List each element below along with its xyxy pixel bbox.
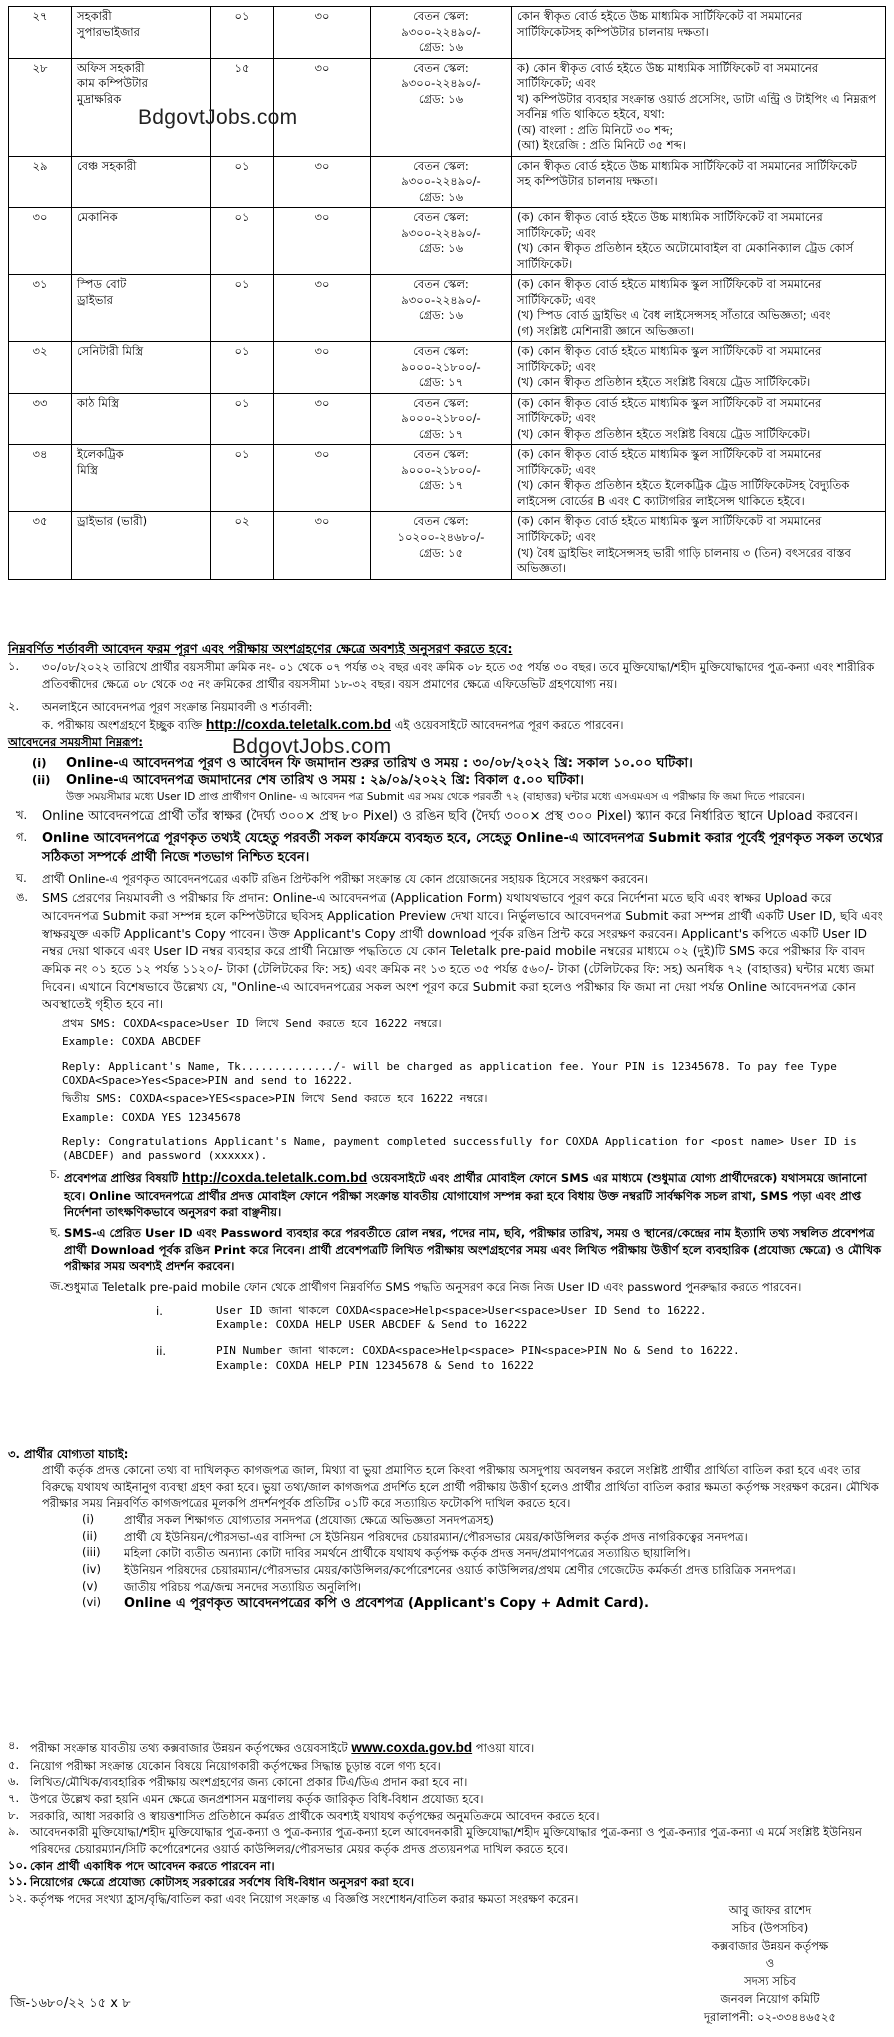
qualification-cell-line: সার্টিফিকেট; এবং [517, 76, 596, 91]
conditions-section [8, 641, 886, 750]
pay-scale-cell-line: ১০২০০-২৪৬৮০/- [397, 529, 485, 544]
admit-link[interactable]: http://coxda.teletalk.com.bd [182, 1169, 368, 1186]
rule-12: কর্তৃপক্ষ পদের সংখ্যা হ্রাস/বৃদ্ধি/বাতিল করা এবং নিয়োগ সংক্রান্ত এ বিজ্ঞপ্তি সংশোধন/বাতিল করার ক্ষমতা সংরক্ষণ করেন। [30, 1891, 579, 1906]
rule-10: কোন প্রার্থী একাধিক পদে আবেদন করতে পারবেন না। [30, 1858, 275, 1873]
qualification-cell-line: (খ) স্পিড বোর্ড ড্রাইভিং এ বৈধ লাইসেন্সসহ সাঁতারে অভিজ্ঞতা; এবং [517, 308, 831, 323]
age-limit-cell: ৩০ [274, 393, 371, 445]
pay-scale-cell-line: বেতন স্কেল: [413, 447, 469, 462]
serial-cell: ২৯ [9, 156, 72, 208]
qualification-cell [512, 7, 886, 59]
rule-6: লিখিত/মৌখিক/ব্যবহারিক পরীক্ষায় অংশগ্রহণের জন্য কোনো প্রকার টিএ/ডিএ প্রদান করা হবে না। [30, 1775, 468, 1790]
signatory-organization: কক্সবাজার উন্নয়ন কর্তৃপক্ষ [711, 1938, 829, 1953]
pay-scale-cell [371, 342, 512, 394]
general-rules [8, 1738, 886, 1908]
deadline-heading: আবেদনের সময়সীমা নিম্নরূপ: [8, 735, 143, 750]
pay-scale-cell-line: গ্রেড: ১৬ [418, 91, 464, 106]
pay-scale-cell-line: গ্রেড: ১৬ [418, 308, 464, 323]
table-row [9, 208, 886, 275]
recovery-1: User ID জানা থাকলে COXDA<space>Help<space>User<space>User ID Send to 16222. [216, 1303, 707, 1317]
qualification-cell-line: (খ) বৈধ ড্রাইভিং লাইসেন্সসহ ভারী গাড়ি চালনায় ৩ (তিন) বৎসরের বাস্তব [517, 545, 851, 560]
cond-1-number: ১. [8, 659, 20, 674]
deadline-start: Online-এ আবেদনপত্র পূরণ ও আবেদন ফি জমাদান শুরুর তারিখ ও সময় : ৩০/০৮/২০২২ খ্রি: সকাল ১০.০০ ঘটিকা। [66, 756, 693, 771]
qualification-cell-line: সার্টিফিকেট; এবং [517, 529, 596, 544]
qualification-cell-line: (খ) কোন স্বীকৃত প্রতিষ্ঠান হইতে সংশ্লিষ্ট বিষয়ে ট্রেড সার্টিফিকেট। [517, 426, 811, 441]
sms-2: দ্বিতীয় SMS: COXDA<space>YES<space>PIN লিখে Send করতে হবে 16222 নম্বরে। [62, 1092, 488, 1106]
pay-scale-cell-line: গ্রেড: ১৫ [418, 545, 464, 560]
deadline-end: Online-এ আবেদনপত্র জমাদানের শেষ তারিখ ও সময় : ২৯/০৯/২০২২ খ্রি: বিকাল ৫.০০ ঘটিকা। [66, 772, 584, 788]
serial-cell: ২৭ [9, 7, 72, 59]
qualification-cell-line: সার্টিফিকেট; এবং [517, 225, 596, 240]
pay-scale-cell-line: বেতন স্কেল: [413, 60, 469, 75]
pay-scale-cell [371, 58, 512, 156]
rule-4-number: ৪. [8, 1738, 20, 1752]
pay-scale-cell-line: ৯০০০-২১৮০০/- [401, 411, 481, 426]
post-count-cell: ০১ [211, 208, 274, 275]
list-item-text: প্রার্থী যে ইউনিয়ন/পৌরসভা-এর বাসিন্দা সে ইউনিয়ন পরিষদের চেয়ারম্যান/পৌরসভার মেয়র/কাউন্সিলর কর্তৃক প্রদত্ত নাগরিকত্বের সনদপত্র। [124, 1529, 748, 1544]
table-row [9, 275, 886, 342]
list-item-text: প্রার্থীর সকল শিক্ষাগত যোগ্যতার সনদপত্র (প্রযোজ্য ক্ষেত্রে অভিজ্ঞতা সনদপত্রসহ) [124, 1512, 494, 1527]
verification-documents [8, 1512, 886, 1614]
rule-6-number: ৬. [8, 1774, 20, 1789]
signatory-and: ও [765, 1956, 775, 1971]
list-item [82, 1545, 886, 1562]
serial-cell: ৩১ [9, 275, 72, 342]
pay-scale-cell-line: গ্রেড: ১৬ [418, 189, 464, 204]
list-item [82, 1579, 886, 1596]
rule-7: উপরে উল্লেখ করা হয়নি এমন ক্ষেত্রে জনপ্রশাসন মন্ত্রণালয় কর্তৃক জারিকৃত বিধি-বিধান প্রযোজ্য হবে। [30, 1791, 484, 1806]
posts-table [8, 6, 886, 580]
cond-ga: Online আবেদনপত্রে পূরণকৃত তথ্যই যেহেতু পরবর্তী সকল কার্যক্রমে ব্যবহৃত হবে, সেহেতু Online-এ আবেদনপত্র Submit করার পূর্বেই পূরণকৃত সকল তথ্যের সঠিকতা সম্পর্কে প্রার্থী নিজে শতভাগ নিশ্চিত হবেন। [42, 830, 883, 865]
pay-scale-cell-line: বেতন স্কেল: [413, 158, 469, 173]
table-row [9, 156, 886, 208]
rule-10-number: ১০. [8, 1857, 28, 1872]
rule-12-number: ১২. [8, 1890, 27, 1905]
verification-section [8, 1447, 886, 1614]
post-count-cell: ১৫ [211, 58, 274, 156]
list-item [82, 1529, 886, 1546]
age-limit-cell: ৩০ [274, 512, 371, 579]
cond-kha: Online আবেদনপত্রে প্রার্থী তাঁর স্বাক্ষর (দৈর্ঘ্য ৩০০× প্রস্থ ৮০ Pixel) ও রঙিন ছবি (দৈর্ঘ্য ৩০০× প্রস্থ ৩০০ Pixel) স্ক্যান করে নির্ধারিত স্থানে Upload করবেন। [42, 809, 858, 824]
cond-ng-sms-rules: SMS প্রেরণের নিয়মাবলী ও পরীক্ষার ফি প্রদান: Online-এ আবেদনপত্র (Application Form) যথাযথভাবে পূরণ করে নির্দেশনা মতে ছবি এবং স্বাক্ষর Upload করে আবেদনপত্র Submit করা সম্পন্ন হলে কম্পিউটারে ছবিসহ Application Preview দেখা যাবে। নির্ভুলভাবে আবেদনপত্র Submit করা সম্পন্ন প্রার্থী একটি User ID, ছবি এবং স্বাক্ষরযুক্ত একটি Applicant's Copy পাবেন। উক্ত Applicant's Copy প্রার্থী download পূর্বক রঙিন প্রিন্ট করে সংরক্ষণ করবেন। Applicant's কপিতে একটি User ID নম্বর দেয়া থাকবে এবং User ID নম্বর ব্যবহার করে প্রার্থী নিম্নোক্ত পদ্ধতিতে যে কোন Teletalk pre-paid mobile নম্বরের মাধ্যমে ০২ (দুই)টি SMS করে পরীক্ষার ফি বাবদ ক্রমিক নং ০১ হতে ১২ পর্যন্ত ১১২০/- টাকা (টেলিটকের ফি: সহ) এবং ক্রমিক নং ১৩ হতে ৩৫ পর্যন্ত ৫৬০/- টাকা (টেলিটকের ফি: সহ) অনধিক ৭২ (বাহাত্তর) ঘন্টার মধ্যে জমা দিবেন। এখানে বিশেষভাবে উল্লেখ্য যে, "Online-এ আবেদনপত্রের সকল অংশ পূরণ করে Submit করা হলেও পরীক্ষার ফি জমা না দেয়া পর্যন্ত Online আবেদনপত্র কোন অবস্থাতেই গৃহীত হবে না। [42, 891, 883, 1012]
qualification-cell-line: (খ) কোন স্বীকৃত প্রতিষ্ঠান হইতে অটোমোবাইল বা মেকানিক্যাল ট্রেড কোর্স [517, 241, 854, 256]
cond-2-online-rules: অনলাইনে আবেদনপত্র পূরণ সংক্রান্ত নিয়মাবলী ও শর্তাবলী: [42, 699, 313, 714]
qualification-cell-line: সার্টিফিকেট। [517, 256, 573, 271]
pay-scale-cell-line: ৯৩০০-২২৪৯০/- [401, 174, 481, 189]
qualification-cell [512, 275, 886, 342]
qualification-cell-line: সার্টিফিকেটসহ কম্পিউটার চালনায় দক্ষতা। [517, 24, 709, 39]
list-item-number: (vi) [82, 1595, 101, 1610]
qualification-cell-line: সার্টিফিকেট; এবং [517, 359, 596, 374]
signature-block [660, 1902, 880, 2027]
rule-5: নিয়োগ পরীক্ষা সংক্রান্ত যেকোন বিষয়ে নিয়োগকারী কর্তৃপক্ষের সিদ্ধান্ত চূড়ান্ত বলে গণ্য হবে। [30, 1758, 441, 1773]
pay-scale-cell-line: বেতন স্কেল: [413, 210, 469, 225]
post-count-cell: ০১ [211, 156, 274, 208]
qualification-cell [512, 445, 886, 512]
list-item [82, 1512, 886, 1529]
list-item [82, 1562, 886, 1579]
qualification-cell-line: খ) কম্পিউটার ব্যবহার সংক্রান্ত ওয়ার্ড প্রসেসিং, ডাটা এন্ট্রি ও টাইপিং এ নিম্নরূপ [517, 91, 877, 106]
cond-ca-text: প্রবেশপত্র প্রাপ্তির বিষয়টি [64, 1171, 179, 1186]
pay-scale-cell-line: ৯৩০০-২২৪৯০/- [401, 24, 481, 39]
serial-cell: ৩৩ [9, 393, 72, 445]
list-item-text: মহিলা কোটা ব্যতীত অন্যান্য কোটা দাবির সমর্থনে প্রার্থীকে যথাযথ কর্তৃপক্ষ কর্তৃক প্রদত্ত সনদ/প্রমাণপত্রের সত্যায়িত ছায়ালিপি। [124, 1546, 691, 1561]
recovery-1-number: i. [156, 1303, 163, 1318]
cond-ga-number: গ. [16, 829, 28, 844]
post-name-cell-line: স্পিড বোট [77, 277, 127, 292]
pay-scale-cell [371, 7, 512, 59]
qualification-cell-line: (ক) কোন স্বীকৃত বোর্ড হইতে মাধ্যমিক স্কুল সার্টিফিকেট বা সমমানের [517, 447, 822, 462]
pay-scale-cell [371, 512, 512, 579]
pay-scale-cell-line: ৯৩০০-২২৪৯০/- [401, 76, 481, 91]
rule-11: নিয়োগের ক্ষেত্রে প্রযোজ্য কোটাসহ সরকারের সর্বশেষ বিধি-বিধান অনুসরণ করা হবে। [30, 1875, 414, 1890]
pay-scale-cell-line: গ্রেড: ১৭ [418, 426, 464, 441]
cond-ja: শুধুমাত্র Teletalk pre-paid mobile ফোন থেকে প্রার্থীগণ নিম্নবর্ণিত SMS পদ্ধতি অনুসরণ করে নিজ নিজ User ID এবং password পুনরুদ্ধার করতে পারবেন। [64, 1280, 802, 1295]
pay-scale-cell-line: গ্রেড: ১৬ [418, 40, 464, 55]
cond-1-age-limit: ৩০/০৮/২০২২ তারিখে প্রার্থীর বয়সসীমা ক্রমিক নং- ০১ থেকে ০৭ পর্যন্ত ৩২ বছর এবং ক্রমিক ০৮ হতে ৩৫ পর্যন্ত ৩০ বছর। তবে মুক্তিযোদ্ধা/শহীদ মুক্তিযোদ্ধাদের পুত্র-কন্যা এবং শারীরিক প্রতিবন্ধীদের ক্ষেত্রে ০৮ থেকে ৩৫ নং ক্রমিকের প্রার্থীর বয়সসীমা ১৮-৩২ বছর। বয়স প্রমাণের ক্ষেত্রে এফিডেভিট গ্রহণযোগ্য নয়। [42, 660, 875, 691]
serial-cell: ২৮ [9, 58, 72, 156]
post-name-cell-line: ড্রাইভার [77, 292, 113, 307]
pay-scale-cell-line: ৯৩০০-২২৪৯০/- [401, 225, 481, 240]
qualification-cell-line: কোন স্বীকৃত বোর্ড হইতে উচ্চ মাধ্যমিক সার্টিফিকেট বা সমমানের [517, 9, 803, 23]
rule-9-number: ৯. [8, 1824, 20, 1839]
verification-text: প্রার্থী কর্তৃক প্রদত্ত কোনো তথ্য বা দাখিলকৃত কাগজপত্র জাল, মিথ্যা বা ভুয়া প্রমাণিত হলে কিংবা পরীক্ষায় অসদুপায় অবলম্বন করলে সংশ্লিষ্ট প্রার্থীর প্রার্থিতা বাতিল করা হবে এবং তার বিরুদ্ধে যথাযথ আইনানুগ ব্যবস্থা গ্রহণ করা হবে। ভুয়া তথ্য/জাল কাগজপত্র প্রদর্শিত হলে প্রার্থী পরীক্ষায় উত্তীর্ণ হলেও প্রার্থীর প্রার্থিতা বাতিল করার ক্ষমতা কর্তৃপক্ষ সংরক্ষণ করেন। মৌখিক পরীক্ষার সময় নিম্নবর্ণিত কাগজপত্রের মূলকপি প্রদর্শনপূর্বক প্রতিটির ০১টি করে সত্যায়িত ফটোকপি দাখিল করতে হবে। [42, 1462, 879, 1511]
post-count-cell: ০১ [211, 445, 274, 512]
serial-cell: ৩২ [9, 342, 72, 394]
post-name-cell [72, 275, 211, 342]
qualification-cell-line: সহ কম্পিউটার চালনায় দক্ষতা। [517, 174, 658, 189]
serial-cell: ৩৪ [9, 445, 72, 512]
pay-scale-cell-line: বেতন স্কেল: [413, 395, 469, 410]
post-name-cell-line: মুদ্রাক্ষরিক [77, 91, 122, 106]
age-limit-cell: ৩০ [274, 156, 371, 208]
post-name-cell-line: কাঠ মিস্ত্রি [77, 395, 120, 410]
qualification-cell-line: লাইসেন্স বোর্ডের B এবং C ক্যাটাগরির লাইসেন্স থাকিতে হইবে। [517, 493, 805, 508]
cond-2a [8, 715, 886, 733]
qualification-cell [512, 512, 886, 579]
list-item-text: Online এ পূরণকৃত আবেদনপত্রের কপি ও প্রবেশপত্র (Applicant's Copy + Admit Card). [124, 1596, 649, 1612]
post-name-cell-line: ড্রাইভার (ভারী) [77, 514, 148, 529]
pay-scale-cell [371, 208, 512, 275]
deadline-1-number: (i) [32, 756, 47, 770]
age-limit-cell: ৩০ [274, 445, 371, 512]
recovery-2: PIN Number জানা থাকলে: COXDA<space>Help<space> PIN<space>PIN No & Send to 16222. [216, 1344, 740, 1358]
pay-scale-cell-line: ৯০০০-২১৮০০/- [401, 359, 481, 374]
pay-scale-cell [371, 393, 512, 445]
cond-kha-number: খ. [16, 808, 28, 822]
serial-cell: ৩০ [9, 208, 72, 275]
signatory-name: আবু জাফর রাশেদ [728, 1903, 812, 1917]
list-item-text: জাতীয় পরিচয় পত্র/জন্ম সনদের সত্যায়িত অনুলিপি। [124, 1579, 362, 1594]
cond-2-number: ২. [8, 698, 20, 713]
qualification-cell [512, 156, 886, 208]
list-item-text: ইউনিয়ন পরিষদের চেয়ারম্যান/পৌরসভার মেয়র/কাউন্সিলর/কর্পোরেশনের ওয়ার্ড কাউন্সিলর/প্রথম শ্রেণীর গেজেটেড কর্মকর্তা প্রদত্ত চারিত্রিক সনদপত্র। [124, 1562, 796, 1577]
post-name-cell [72, 342, 211, 394]
post-name-cell [72, 512, 211, 579]
qualification-cell-line: (খ) কোন স্বীকৃত প্রতিষ্ঠান হইতে ইলেকট্রিক ট্রেড সার্টিফিকেটসহ বৈদ্যুতিক [517, 478, 850, 493]
qualification-cell-line: সর্বনিম্ন গতি থাকিতে হইবে, যথা: [517, 107, 665, 122]
post-name-cell [72, 393, 211, 445]
list-item-number: (iii) [82, 1545, 101, 1560]
qualification-cell-line: (খ) কোন স্বীকৃত প্রতিষ্ঠান হইতে সংশ্লিষ্ট বিষয়ে ট্রেড সার্টিফিকেট। [517, 375, 811, 390]
deadline-note: উক্ত সময়সীমার মধ্যে User ID প্রাপ্ত প্রার্থীগণ Online- এ আবেদন পত্র Submit এর সময় থেকে পরবর্তী ৭২ (বাহাত্তর) ঘন্টার মধ্যে এসএমএস এ পরীক্ষার ফি জমা দিতে পারবেন। [66, 790, 805, 803]
coxda-website-link[interactable]: www.coxda.gov.bd [351, 1740, 473, 1755]
signatory-committee: জনবল নিয়োগ কমিটি [720, 1992, 820, 2007]
age-limit-cell: ৩০ [274, 58, 371, 156]
table-row [9, 393, 886, 445]
post-name-cell-line: সেনিটারী মিস্ত্রি [77, 344, 144, 359]
cond-cha: SMS-এ প্রেরিত User ID এবং Password ব্যবহার করে পরবর্তীতে রোল নম্বর, পদের নাম, ছবি, পরীক্ষার তারিখ, সময় ও স্থানের/কেন্দ্রের নাম ইত্যাদি তথ্য সম্বলিত প্রবেশপত্র প্রার্থী Download পূর্বক রঙিন Print করে নিবেন। প্রার্থী প্রবেশপত্রটি লিখিত পরীক্ষায় অংশগ্রহণের সময় এবং লিখিত পরীক্ষায় উত্তীর্ণ হলে ব্যবহারিক (প্রযোজ্য ক্ষেত্রে) ও মৌখিক পরীক্ষার সময় অবশ্যই প্রদর্শন করবেন। [64, 1226, 882, 1274]
qualification-cell [512, 208, 886, 275]
qualification-cell-line: সার্টিফিকেট; এবং [517, 292, 596, 307]
pay-scale-cell-line: ৯০০০-২১৮০০/- [401, 462, 481, 477]
pay-scale-cell-line: গ্রেড: ১৬ [418, 241, 464, 256]
qualification-cell-line: (আ) ইংরেজি : প্রতি মিনিটে ৩৫ শব্দ। [517, 138, 686, 153]
post-name-cell-line: ইলেকট্রিক [77, 447, 124, 462]
post-name-cell-line: বেঞ্চ সহকারী [77, 158, 137, 173]
post-count-cell: ০১ [211, 275, 274, 342]
cond-gha: প্রার্থী Online-এ পূরণকৃত আবেদনপত্রের একটি রঙিন প্রিন্টকপি পরীক্ষা সংক্রান্ত যে কোন প্রয়োজনের সহায়ক হিসেবে সংরক্ষণ করবেন। [42, 871, 649, 886]
cond-2a-text: ক. পরীক্ষায় অংশগ্রহণে ইচ্ছুক ব্যক্তি [42, 718, 203, 733]
post-name-cell [72, 156, 211, 208]
post-name-cell [72, 208, 211, 275]
rule-4-text-end: পাওয়া যাবে। [475, 1741, 535, 1755]
qualification-cell-line: সার্টিফিকেট; এবং [517, 411, 596, 426]
post-name-cell-line: সুপারভাইজার [77, 24, 140, 39]
recovery-1-example: Example: COXDA HELP USER ABCDEF & Send to 16222 [216, 1318, 528, 1332]
serial-cell: ৩৫ [9, 512, 72, 579]
watermark-top: BdgovtJobs.com [138, 106, 298, 129]
pay-scale-cell-line: বেতন স্কেল: [413, 9, 469, 23]
qualification-cell-line: (ক) কোন স্বীকৃত বোর্ড হইতে মাধ্যমিক স্কুল সার্টিফিকেট বা সমমানের [517, 514, 822, 529]
verification-heading: ৩. প্রার্থীর যোগ্যতা যাচাই: [8, 1447, 129, 1461]
list-item-number: (iv) [82, 1561, 101, 1576]
qualification-cell-line: (ক) কোন স্বীকৃত বোর্ড হইতে মাধ্যমিক স্কুল সার্টিফিকেট বা সমমানের [517, 395, 822, 410]
qualification-cell-line: অভিজ্ঞতা। [517, 561, 566, 576]
cond-ng-number: ঙ. [16, 890, 29, 905]
qualification-cell-line: (অ) বাংলা : প্রতি মিনিটে ৩০ শব্দ; [517, 122, 674, 137]
cond-ca [64, 1167, 886, 1221]
rule-8-number: ৮. [8, 1807, 20, 1822]
sms-1-reply: Reply: Applicant's Name, Tk............../- will be charged as application fee. Your PIN is 12345678. To pay fee Type COXDA<Space>Yes<Space>PIN and send to 16222. [62, 1059, 837, 1087]
pay-scale-cell-line: বেতন স্কেল: [413, 514, 469, 529]
rule-8: সরকারি, আধা সরকারি ও স্বায়ত্তশাসিত প্রতিষ্ঠানে কর্মরত প্রার্থীকে অবশ্যই যথাযথ কর্তৃপক্ষের অনুমতিক্রমে আবেদন করতে হবে। [30, 1808, 600, 1823]
list-item-number: (i) [82, 1511, 95, 1526]
qualification-cell [512, 393, 886, 445]
table-row [9, 445, 886, 512]
pay-scale-cell-line: ৯৩০০-২২৪৯০/- [401, 292, 481, 307]
deadline-2-number: (ii) [32, 772, 51, 787]
signatory-phone: দূরালাপনী: ০২-৩৩৪৪৬৫২৫ [704, 2009, 836, 2024]
rule-4 [30, 1738, 534, 1758]
post-count-cell: ০১ [211, 393, 274, 445]
deadline-section [8, 756, 886, 1373]
signatory-title: সচিব (উপসচিব) [731, 1920, 809, 1935]
post-name-cell-line: কাম কম্পিউটার [77, 76, 148, 91]
teletalk-link[interactable]: http://coxda.teletalk.com.bd [205, 716, 392, 733]
pay-scale-cell-line: বেতন স্কেল: [413, 344, 469, 359]
table-row [9, 7, 886, 59]
rule-9: আবেদনকারী মুক্তিযোদ্ধা/শহীদ মুক্তিযোদ্ধার পুত্র-কন্যা ও পুত্র-কন্যার পুত্র-কন্যা হলে আবেদনকারী মুক্তিযোদ্ধা/শহীদ মুক্তিযোদ্ধার পুত্র-কন্যা ও পুত্র-কন্যার পুত্র-কন্যা এ মর্মে সংশ্লিষ্ট ইউনিয়ন পরিষদের চেয়ারম্যান/সিটি কর্পোরেশনের ওয়ার্ড কাউন্সিলর/পৌরসভার মেয়র কর্তৃক প্রদত্ত প্রত্যয়নপত্র দাখিল করতে হবে। [30, 1825, 862, 1856]
post-name-cell-line: মেকানিক [77, 210, 118, 225]
list-item-number: (ii) [82, 1528, 98, 1543]
post-name-cell [72, 7, 211, 59]
post-name-cell-line: অফিস সহকারী [77, 60, 145, 75]
cond-ca-number: চ. [50, 1167, 60, 1182]
cond-ja-number: জ. [50, 1279, 64, 1294]
qualification-cell-line: কোন স্বীকৃত বোর্ড হইতে উচ্চ মাধ্যমিক সার্টিফিকেট বা সমমানের সার্টিফিকেট [517, 158, 857, 173]
rule-11-number: ১১. [8, 1874, 28, 1889]
sms-2-example: Example: COXDA YES 12345678 [62, 1110, 241, 1124]
age-limit-cell: ৩০ [274, 275, 371, 342]
cond-2a-text-end: এই ওয়েবসাইটে আবেদনপত্র পূরণ করতে পারবেন। [394, 718, 624, 733]
sms-1: প্রথম SMS: COXDA<space>User ID লিখে Send করতে হবে 16222 নম্বরে। [62, 1017, 442, 1031]
qualification-cell-line: (ক) কোন স্বীকৃত বোর্ড হইতে মাধ্যমিক স্কুল সার্টিফিকেট বা সমমানের [517, 344, 822, 359]
list-item [82, 1595, 886, 1614]
pay-scale-cell-line: বেতন স্কেল: [413, 277, 469, 292]
qualification-cell [512, 58, 886, 156]
govt-print-code: জি-১৬৮০/২২ ১৫ x ৮ [10, 1996, 131, 2011]
age-limit-cell: ৩০ [274, 208, 371, 275]
post-name-cell [72, 445, 211, 512]
post-count-cell: ০১ [211, 342, 274, 394]
pay-scale-cell [371, 445, 512, 512]
qualification-cell [512, 342, 886, 394]
qualification-cell-line: (ক) কোন স্বীকৃত বোর্ড হইতে উচ্চ মাধ্যমিক সার্টিফিকেট বা সমমানের [517, 210, 823, 225]
qualification-cell-line: ক) কোন স্বীকৃত বোর্ড হইতে উচ্চ মাধ্যমিক সার্টিফিকেট বা সমমানের [517, 60, 819, 75]
rule-7-number: ৭. [8, 1790, 20, 1805]
table-row [9, 512, 886, 579]
cond-ca-text-end: ওয়েবসাইটে এবং প্রার্থীর মোবাইল ফোনে SMS এর মাধ্যমে (শুধুমাত্র যোগ্য প্রার্থীদেরকে) যথাসময়ে জানানো হবে। Online আবেদনপত্রে প্রার্থীর প্রদত্ত মোবাইল ফোনে পরীক্ষা সংক্রান্ত যাবতীয় যোগাযোগ সম্পন্ন করা হবে বিধায় উক্ত নম্বরটি সার্বক্ষণিক সচল রাখা, SMS পড়া এবং প্রাপ্ত নির্দেশনা তাৎক্ষণিকভাবে অনুসরণ করা বাঞ্ছনীয়। [64, 1171, 867, 1220]
table-row [9, 342, 886, 394]
pay-scale-cell-line: গ্রেড: ১৭ [418, 375, 464, 390]
qualification-cell-line: (ক) কোন স্বীকৃত বোর্ড হইতে মাধ্যমিক স্কুল সার্টিফিকেট বা সমমানের [517, 277, 822, 292]
post-name-cell-line: সহকারী [77, 9, 112, 23]
qualification-cell-line: সার্টিফিকেট; এবং [517, 462, 596, 477]
age-limit-cell: ৩০ [274, 7, 371, 59]
signatory-role: সদস্য সচিব [744, 1974, 796, 1989]
post-count-cell: ০১ [211, 7, 274, 59]
recovery-2-number: ii. [156, 1344, 167, 1359]
sms-instructions [8, 1017, 886, 1163]
qualification-cell-line: (গ) সংশ্লিষ্ট মেশিনারী জ্ঞানে অভিজ্ঞতা। [517, 323, 695, 338]
sms-1-example: Example: COXDA ABCDEF [62, 1035, 202, 1049]
cond-cha-number: ছ. [50, 1225, 61, 1240]
conditions-heading: নিম্নবর্ণিত শর্তাবলী আবেদন ফরম পূরণ এবং পরীক্ষায় অংশগ্রহণের ক্ষেত্রে অবশ্যই অনুসরণ করতে হবে: [8, 641, 513, 656]
pay-scale-cell [371, 156, 512, 208]
cond-gha-number: ঘ. [16, 870, 27, 885]
list-item-number: (v) [82, 1578, 98, 1593]
recovery-list [8, 1304, 886, 1373]
pay-scale-cell [371, 275, 512, 342]
sms-2-reply: Reply: Congratulations Applicant's Name, payment completed successfully for COXDA Application for <post name> User ID is (ABCDEF) and password (xxxxxx). [62, 1134, 857, 1163]
rule-4-text: পরীক্ষা সংক্রান্ত যাবতীয় তথ্য কক্সবাজার উন্নয়ন কর্তৃপক্ষের ওয়েবসাইটে [30, 1741, 348, 1755]
age-limit-cell: ৩০ [274, 342, 371, 394]
post-name-cell-line: মিস্ত্রি [77, 462, 98, 477]
recovery-2-example: Example: COXDA HELP PIN 12345678 & Send to 16222 [216, 1358, 534, 1372]
post-count-cell: ০২ [211, 512, 274, 579]
rule-5-number: ৫. [8, 1757, 20, 1772]
pay-scale-cell-line: গ্রেড: ১৭ [418, 478, 464, 493]
watermark-middle: BdgovtJobs.com [232, 735, 392, 758]
